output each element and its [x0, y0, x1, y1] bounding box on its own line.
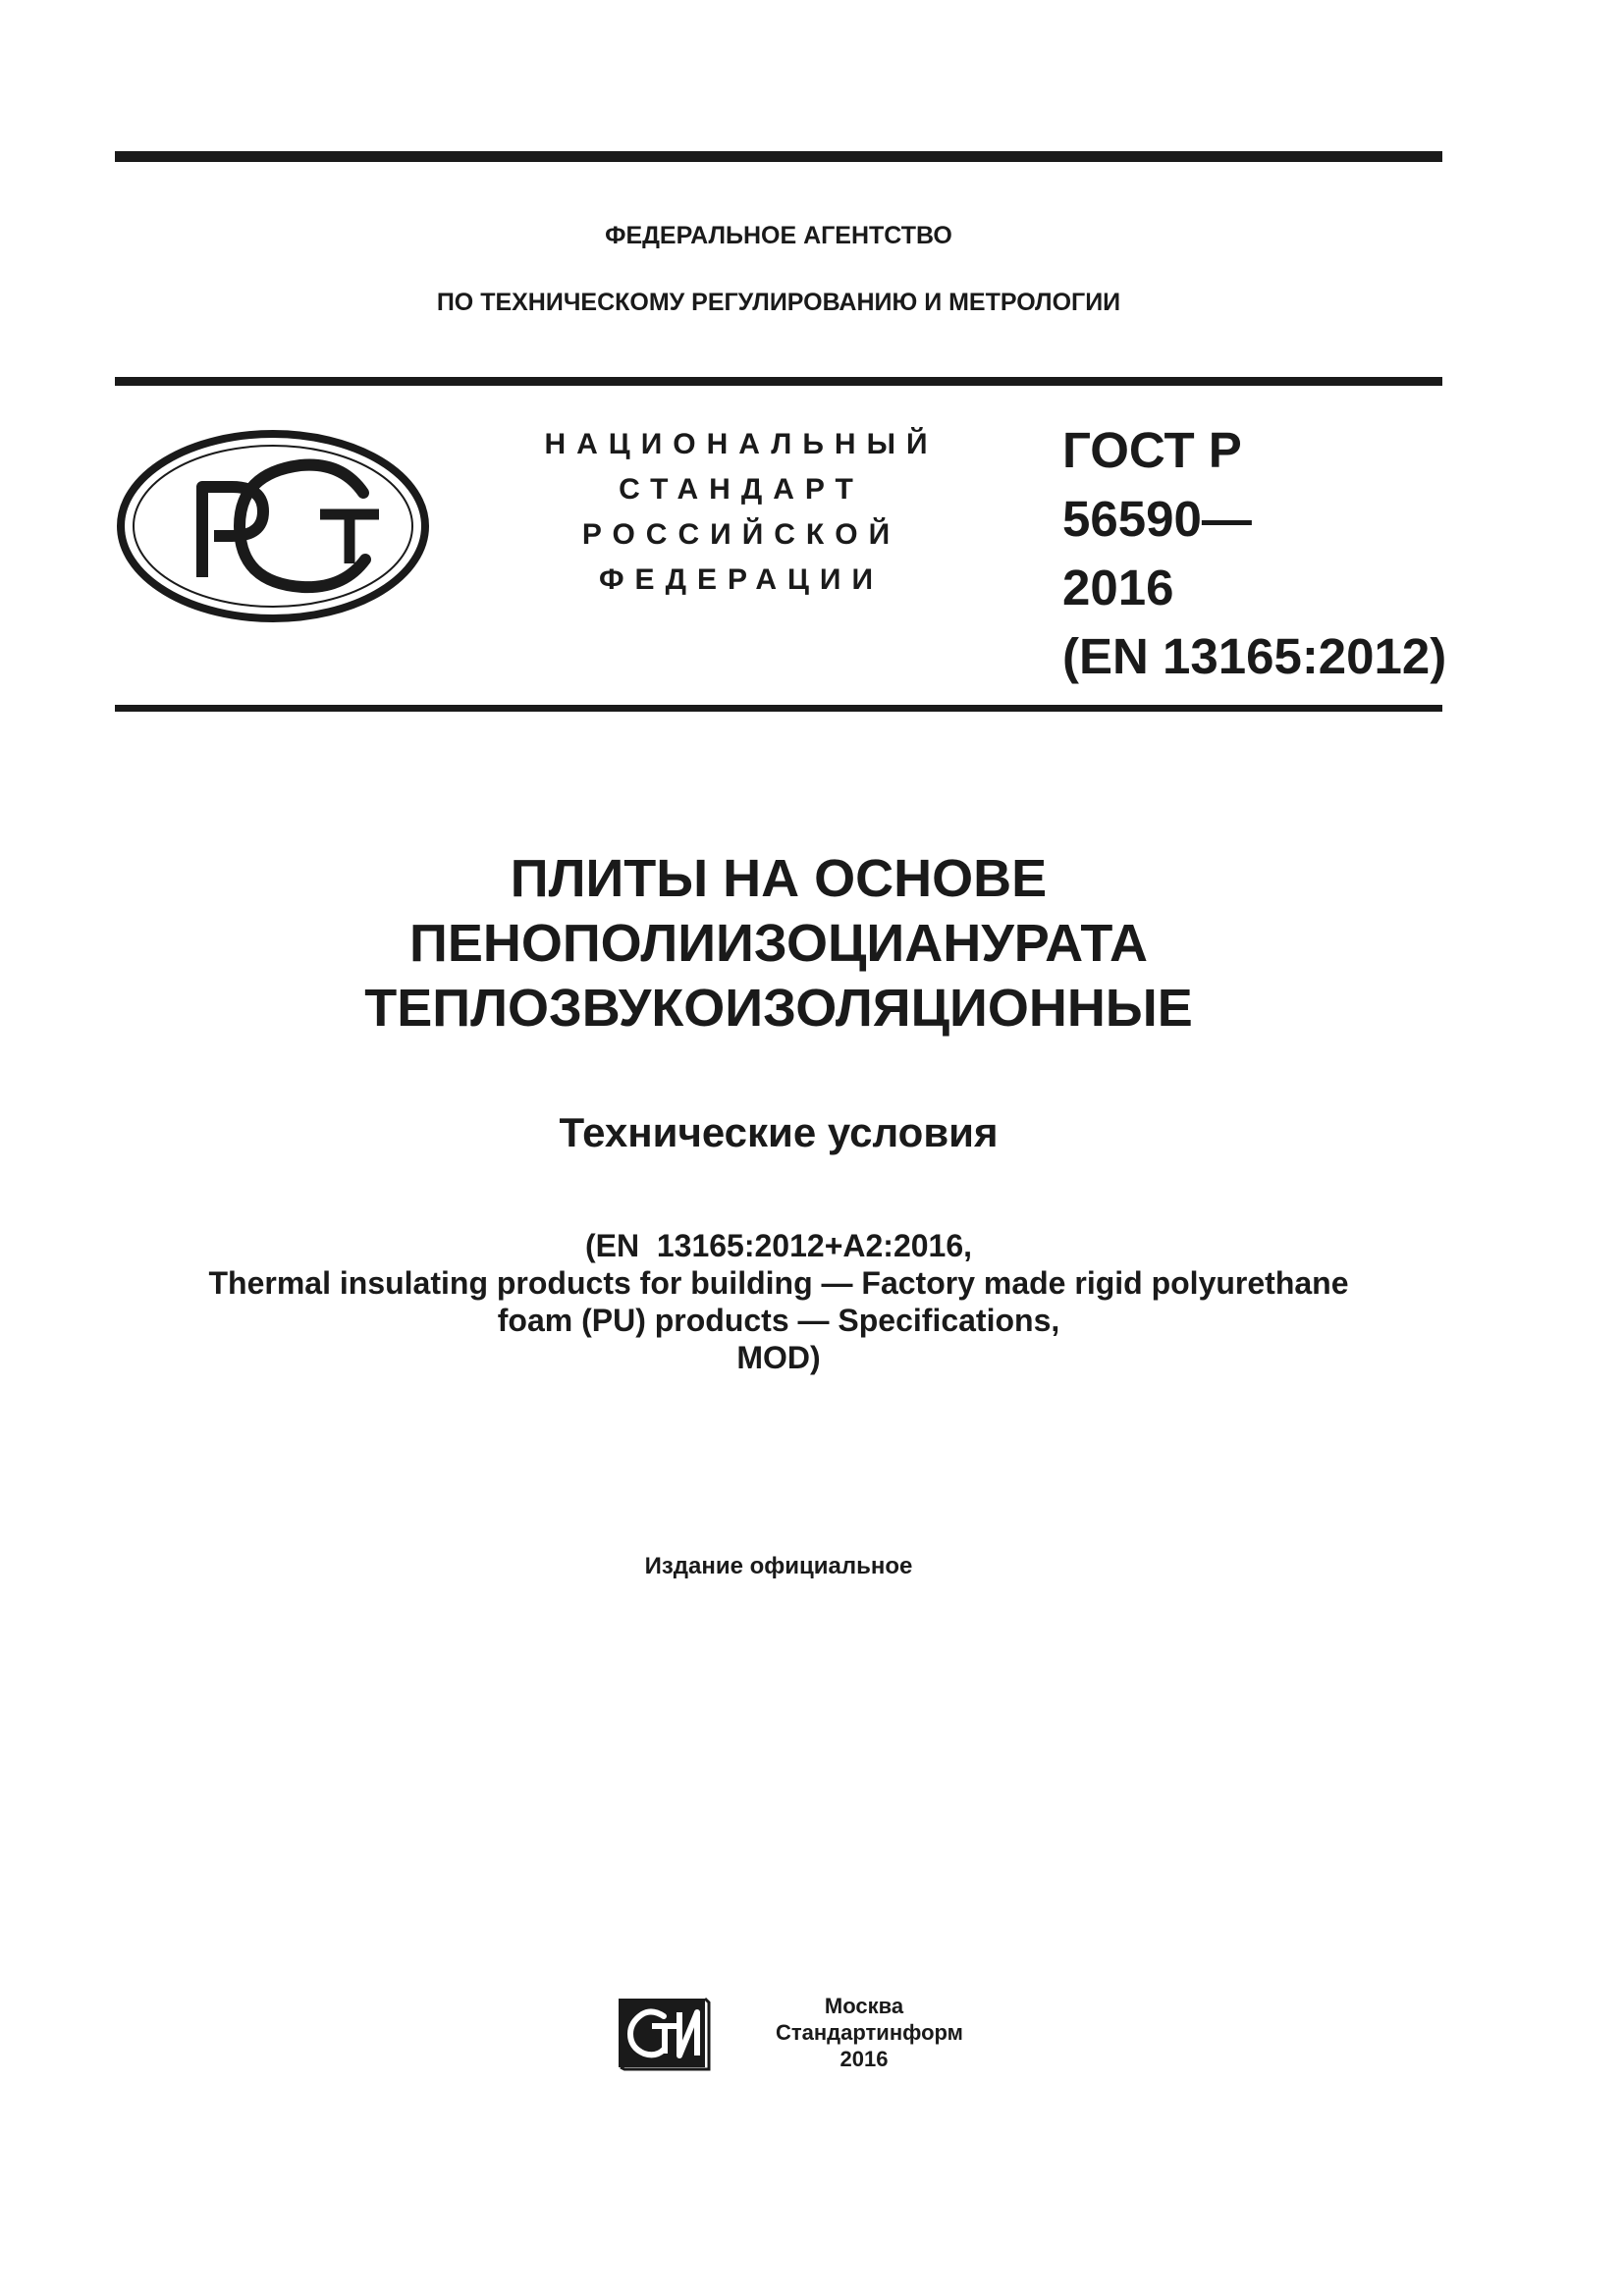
agency-name-line-1: ФЕДЕРАЛЬНОЕ АГЕНТСТВО — [605, 222, 952, 249]
publisher-name: Стандартинформ — [776, 2020, 963, 2045]
edition-label: Издание официальное — [644, 1553, 913, 1579]
national-standard-line: НАЦИОНАЛЬНЫЙ — [544, 428, 939, 460]
source-standard-line: MOD) — [736, 1340, 821, 1375]
header-bottom-rule — [115, 705, 1442, 712]
designation-line: (EN 13165:2012) — [1062, 628, 1447, 684]
national-standard-line: ФЕДЕРАЦИИ — [598, 563, 885, 596]
national-standard-line: РОССИЙСКОЙ — [581, 518, 901, 551]
source-standard-line: foam (PU) products — Specifications, — [497, 1303, 1060, 1338]
document-title — [0, 846, 1557, 1041]
standard-designation — [1062, 416, 1446, 691]
publication-year: 2016 — [839, 2047, 889, 2071]
national-standard-caption — [520, 422, 962, 603]
title-line: ТЕПЛОЗВУКОИЗОЛЯЦИОННЫЕ — [364, 979, 1193, 1038]
title-line: ПЛИТЫ НА ОСНОВЕ — [510, 849, 1048, 908]
source-standard-line: Thermal insulating products for building — Factory made rigid polyurethane — [208, 1265, 1349, 1301]
top-rule — [115, 151, 1442, 162]
title-line: ПЕНОПОЛИИЗОЦИАНУРАТА — [409, 914, 1148, 973]
source-standard-line: (EN 13165:2012+A2:2016, — [584, 1228, 973, 1263]
source-standard-reference — [0, 1227, 1557, 1376]
designation-line: 2016 — [1062, 560, 1174, 615]
publisher-imprint — [776, 1993, 963, 2072]
designation-line: 56590— — [1062, 491, 1252, 547]
standartinform-logo-icon — [617, 1993, 711, 2071]
header-rule — [115, 377, 1442, 386]
agency-name-line-2: ПО ТЕХНИЧЕСКОМУ РЕГУЛИРОВАНИЮ И МЕТРОЛОГИИ — [436, 289, 1121, 316]
document-subtitle: Технические условия — [559, 1109, 999, 1155]
designation-line: ГОСТ Р — [1062, 422, 1242, 478]
national-standard-line: СТАНДАРТ — [619, 473, 864, 506]
publisher-city: Москва — [824, 1994, 904, 2018]
rst-certification-mark-icon — [116, 428, 430, 624]
